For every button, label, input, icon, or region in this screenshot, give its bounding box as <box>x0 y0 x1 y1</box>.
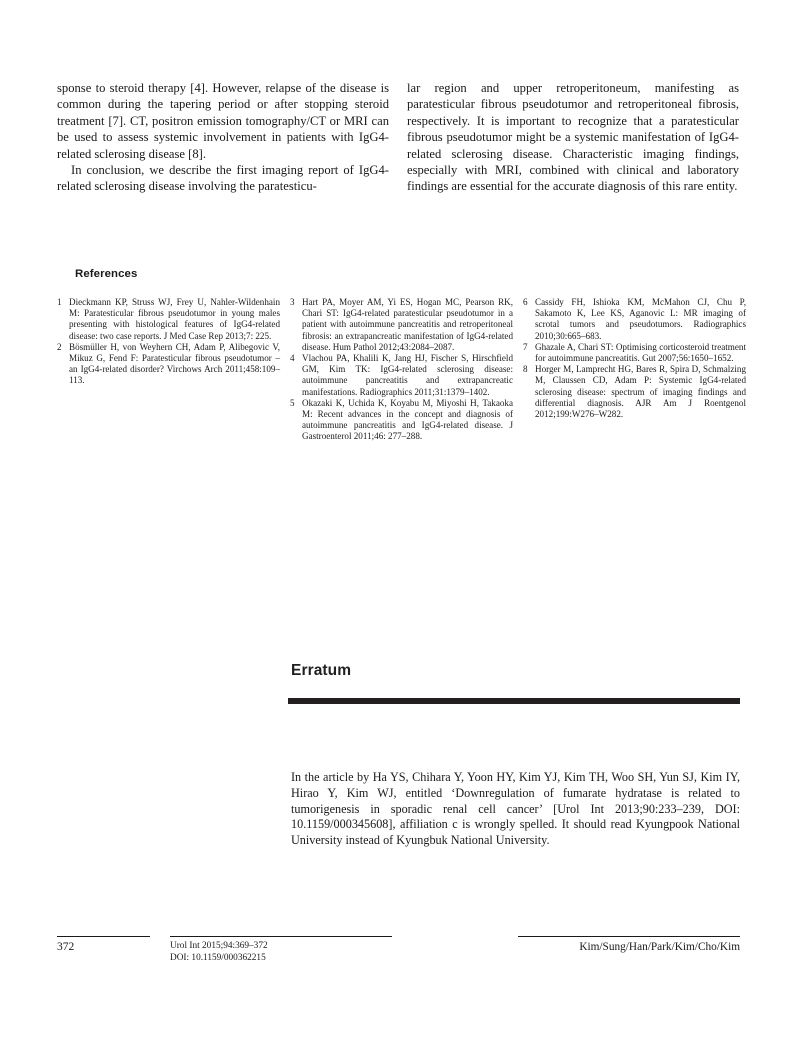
footer-journal-block <box>170 941 268 964</box>
reference-text: Vlachou PA, Khalili K, Jang HJ, Fischer S, Hirschfield GM, Kim TK: IgG4-related sclerosing disease: autoimmune pancreatitis and extrapancreatic manifestations. Radiographics 2011;31:1379–1402. <box>302 353 513 397</box>
reference-text: Dieckmann KP, Struss WJ, Frey U, Nahler-Wildenhain M: Paratesticular fibrous pseudotumor in young males presenting with histological features of IgG4-related disease: two case reports. J Med Case Rep 2013;7: 225. <box>69 297 280 341</box>
erratum-divider-rule <box>288 698 740 704</box>
reference-item <box>523 342 746 364</box>
footer-rule-middle <box>170 936 392 937</box>
references-list <box>57 297 747 443</box>
references-column-2 <box>290 297 513 443</box>
reference-number: 1 <box>57 297 62 307</box>
reference-number: 3 <box>290 297 295 307</box>
erratum-title: Erratum <box>291 662 352 679</box>
reference-item <box>57 342 280 387</box>
reference-text: Okazaki K, Uchida K, Koyabu M, Miyoshi H, Takaoka M: Recent advances in the concept and diagnosis of autoimmune pancreatitis and IgG4-related disease. J Gastroenterol 2011;46: 277–288. <box>302 397 513 442</box>
reference-number: 5 <box>290 397 295 408</box>
reference-number: 6 <box>523 297 528 307</box>
reference-item <box>57 297 280 342</box>
reference-text: Hart PA, Moyer AM, Yi ES, Hogan MC, Pearson RK, Chari ST: IgG4-related paratesticular pseudotumor in a patient with autoimmune pancreatitis and retroperitoneal fibrosis: an extrapancreatic manifestation of IgG4-related disease. Hum Pathol 2012;43:2084–2087. <box>302 297 513 352</box>
erratum-body-text: In the article by Ha YS, Chihara Y, Yoon HY, Kim YJ, Kim TH, Woo SH, Yun SJ, Kim IY, Hirao Y, Kim WJ, entitled ‘Downregulation of fumarate hydratase is related to tumorigenesis in sporadic renal cell cancer’ [Urol Int 2013;90:233–239, DOI: 10.1159/000345608], affiliation c is wrongly spelled. It should read Kyungpook National University instead of Kyungbuk National University. <box>291 770 740 848</box>
footer-author-list: Kim/Sung/Han/Park/Kim/Cho/Kim <box>579 941 740 953</box>
reference-number: 7 <box>523 341 528 352</box>
reference-text: Horger M, Lamprecht HG, Bares R, Spira D, Schmalzing M, Claussen CD, Adam P: Systemic IgG4-related sclerosing disease: spectrum of imaging findings and differential diagnosis. AJR Am J Roentgenol 2012;199:W276–W282. <box>535 364 746 420</box>
reference-text: Ghazale A, Chari ST: Optimising corticosteroid treatment for autoimmune pancreatitis. Gut 2007;56:1650–1652. <box>535 341 746 364</box>
footer-journal-citation: Urol Int 2015;94:369–372 <box>170 941 268 951</box>
reference-item <box>290 353 513 398</box>
footer-rule-left <box>57 936 150 937</box>
footer-doi: DOI: 10.1159/000362215 <box>170 952 266 963</box>
article-paragraph-conclusion-continued: lar region and upper retroperitoneum, manifesting as paratesticular fibrous pseudotumor and retroperitoneal fibrosis, respectively. It is important to recognize that a paratesticular fibrous pseudotumor might be a systemic manifestation of IgG4-related sclerosing disease. Characteristic imaging findings, especially with MRI, combined with clinical and laboratory findings are essential for the accurate diagnosis of this rare entity. <box>407 81 739 194</box>
reference-number: 8 <box>523 364 528 375</box>
references-column-1 <box>57 297 280 443</box>
reference-item <box>290 398 513 443</box>
article-body-right-column <box>407 80 739 195</box>
reference-number: 4 <box>290 353 295 364</box>
article-body-left-column <box>57 80 389 195</box>
references-heading: References <box>75 268 138 280</box>
footer-rule-right <box>518 936 740 937</box>
references-column-3 <box>523 297 746 443</box>
footer-page-number: 372 <box>57 941 75 953</box>
reference-item <box>523 364 746 420</box>
article-paragraph-conclusion: In conclusion, we describe the first imaging report of IgG4-related sclerosing disease involving the paratesticu- <box>57 163 389 194</box>
reference-item <box>290 297 513 353</box>
article-paragraph-continued: sponse to steroid therapy [4]. However, relapse of the disease is common during the tapering period or after stopping steroid treatment [7]. CT, positron emission tomography/CT or MRI can be used to assess systemic involvement in patients with IgG4-related sclerosing disease [8]. <box>57 81 389 161</box>
reference-number: 2 <box>57 341 62 352</box>
reference-text: Bösmüller H, von Weyhern CH, Adam P, Alibegovic V, Mikuz G, Fend F: Paratesticular fibrous pseudotumor – an IgG4-related disorder? Virchows Arch 2011;458:109–113. <box>69 341 280 386</box>
article-body <box>57 80 740 195</box>
reference-item <box>523 297 746 342</box>
reference-text: Cassidy FH, Ishioka KM, McMahon CJ, Chu P, Sakamoto K, Lee KS, Aganovic L: MR imaging of scrotal tumors and pseudotumors. Radiographics 2010;30:665–683. <box>535 297 746 341</box>
